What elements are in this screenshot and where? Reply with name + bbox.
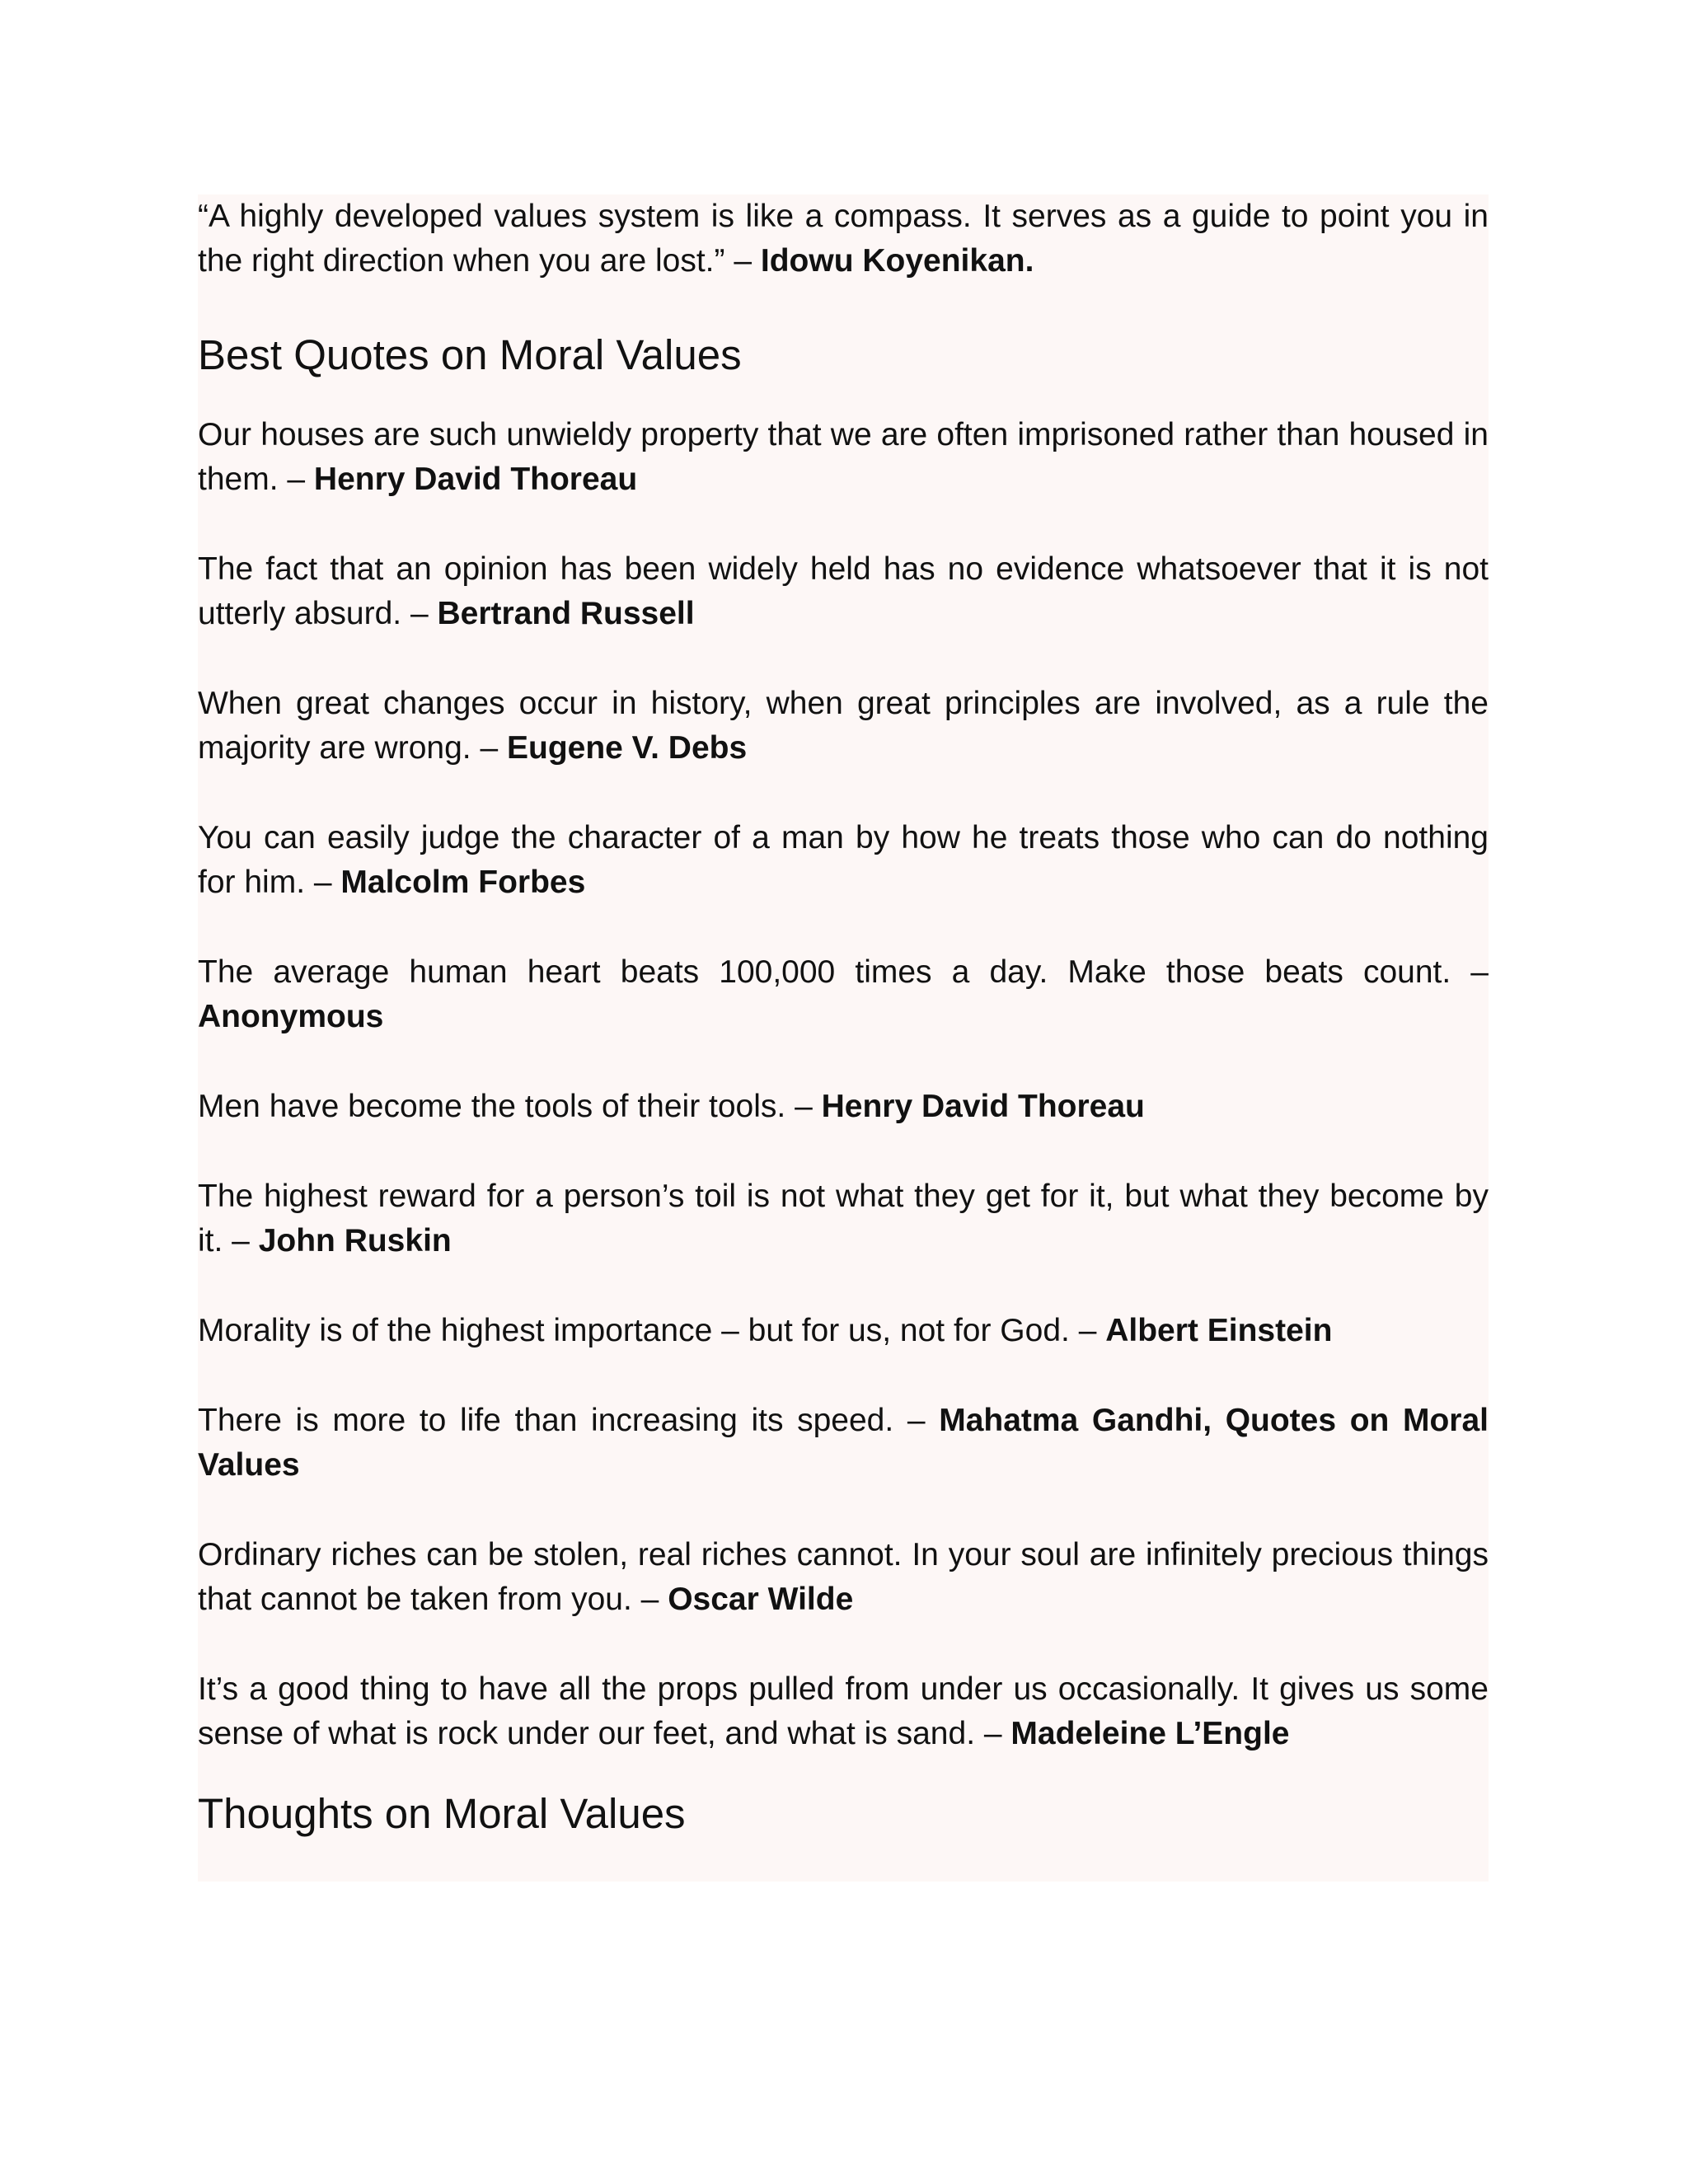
quote-text: There is more to life than increasing its speed. – [198, 1403, 940, 1438]
quote-item [198, 413, 1489, 502]
quote-author: Eugene V. Debs [506, 730, 748, 766]
quote-text: When great changes occur in history, when great principles are involved, as a rule the majority are wrong. – [198, 686, 1489, 766]
quote-author: Henry David Thoreau [821, 1089, 1145, 1124]
quote-author: John Ruskin [258, 1223, 452, 1258]
section-heading-best-quotes: Best Quotes on Moral Values [198, 331, 742, 378]
section-heading-thoughts: Thoughts on Moral Values [198, 1790, 686, 1837]
quote-author: Oscar Wilde [668, 1582, 854, 1617]
quote-item [198, 1533, 1489, 1622]
document-body [198, 194, 1489, 1882]
quote-text: It’s a good thing to have all the props pulled from under us occasionally. It gives us some sense of what is rock under our feet, and what is sand. – [198, 1671, 1489, 1751]
quote-item [198, 1085, 1489, 1129]
quote-text: “A highly developed values system is like a compass. It serves as a guide to point you in the right direction when you are lost.” – [198, 199, 1489, 279]
quote-author: Mahatma Gandhi, Quotes on Moral Values [198, 1403, 1489, 1483]
quote-text: Our houses are such unwieldy property that we are often imprisoned rather than housed in them. – [198, 417, 1489, 497]
intro-quote [198, 194, 1489, 284]
quote-text: Ordinary riches can be stolen, real riches cannot. In your soul are infinitely precious things that cannot be taken from you. – [198, 1537, 1489, 1617]
quote-author: Bertrand Russell [437, 596, 695, 631]
quote-item [198, 1667, 1489, 1756]
quote-text: You can easily judge the character of a man by how he treats those who can do nothing for him. – [198, 820, 1489, 900]
quote-text: Morality is of the highest importance – but for us, not for God. – [198, 1313, 1106, 1348]
quote-item [198, 950, 1489, 1039]
quote-text: The highest reward for a person’s toil is not what they get for it, but what they become by it. – [198, 1179, 1489, 1258]
quote-item [198, 682, 1489, 771]
quote-author: Madeleine L’Engle [1010, 1716, 1290, 1751]
quote-item [198, 1399, 1489, 1488]
quote-text: Men have become the tools of their tools. – [198, 1089, 822, 1124]
quote-item [198, 816, 1489, 905]
quote-author: Albert Einstein [1105, 1313, 1333, 1348]
quote-text: The fact that an opinion has been widely held has no evidence whatsoever that it is not utterly absurd. – [198, 551, 1489, 631]
quote-item [198, 1309, 1489, 1353]
quote-author: Idowu Koyenikan. [760, 243, 1034, 279]
quote-item [198, 1174, 1489, 1263]
quote-author: Henry David Thoreau [313, 462, 638, 497]
quote-text: The average human heart beats 100,000 times a day. Make those beats count. – [198, 954, 1489, 990]
quote-item [198, 547, 1489, 636]
quote-author: Anonymous [198, 999, 384, 1034]
quote-author: Malcolm Forbes [340, 865, 586, 900]
